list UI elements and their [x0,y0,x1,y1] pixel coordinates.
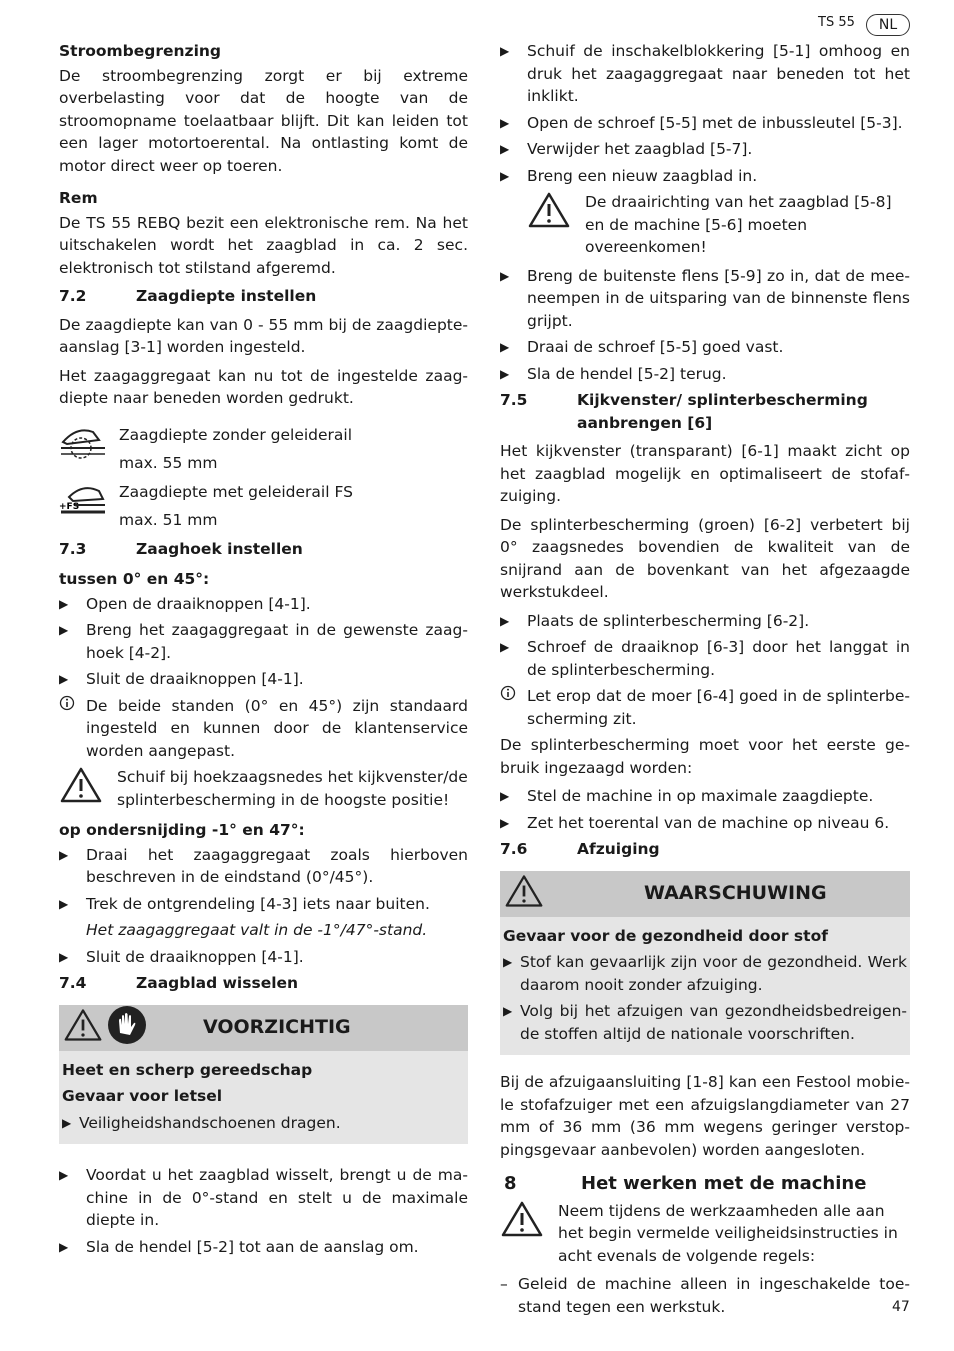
left-column [59,40,468,1262]
onder-heading: op ondersnijding -1° en 47°: [59,821,305,839]
warning-triangle-icon [59,766,117,811]
list-item: ▶ Breng het zaagaggregaat in de gewenste zaaghoek [4-2]. [59,621,468,662]
svg-text:+FS: +FS [59,501,80,512]
depth-with-rail [59,481,468,532]
caution-title: VOORZICHTIG [203,1016,351,1039]
section-7-4: 7.4 Zaagblad wisselen [59,974,299,992]
list-item: ▶ Sluit de draaiknoppen [4-1]. [59,947,304,966]
caution-line-2: Gevaar voor letsel [62,1087,223,1105]
caution-box [59,1005,468,1145]
warning-triangle-icon [500,1200,558,1268]
warning-title: WAARSCHUWING [644,882,827,905]
s72-text-2: Het zaagaggregaat kan nu tot de ingestelde zaagdiepte naar beneden worden gedrukt. [59,366,468,407]
list-item: ▶ Trek de ontgrendeling [4-3] iets naar buiten. [59,894,430,913]
depth1-max: max. 55 mm [119,454,218,472]
s75-text-3: De splinterbescherming moet voor het eerste gebruik ingezaagd worden: [500,736,910,777]
section-8: 8 Het werken met de machine [504,1173,867,1194]
rem-text: De TS 55 REBQ bezit een elektronische rem. Na het uitschakelen wordt het zaagblad in ca. 2 sec. elektronisch tot stilstand afgeremd. [59,213,468,277]
info-note: Let erop dat de moer [6-4] goed in de splinterbescherming zit. [500,685,910,730]
list-item: ▶ Volg bij het afzuigen van gezondheidsbedreigende stoffen altijd de nationale voorschriften. [503,1002,907,1043]
list-item: ▶ Breng de buitenste flens [5-9] zo in, dat de meeneempen in de uitsparing van de binnenste flens grijpt. [500,266,910,330]
header-model: TS 55 [818,15,855,30]
list-item: ▶ Zet het toerental van de machine op niveau 6. [500,813,890,832]
depth-without-rail [59,424,468,475]
s76-text: Bij de afzuigaansluiting [1-8] kan een Festool mobiele stofafzuiger met een afzuigslangdiameter van 27 mm of 36 mm (36 mm wegens geringer verstoppingsgevaar aanbevolen) worden aangesloten. [500,1073,910,1159]
language-badge: NL [866,14,910,36]
list-item: ▶ Draai het zaagaggregaat zoals hierboven beschreven in de eindstand (0°/45°). [59,845,468,886]
warning-triangle-icon [527,191,585,259]
section-7-3: 7.3 Zaaghoek instellen [59,539,303,558]
warning-triangle-icon [63,1007,103,1049]
list-item: ▶ Breng een nieuw zaagblad in. [500,166,758,185]
warning-box [500,871,910,1056]
warning-note: De draairichting van het zaagblad [5-8] en de machine [5-6] moeten overeenkomen! [500,191,910,259]
list-item: ▶ Sluit de draaiknoppen [4-1]. [59,670,304,688]
section-7-5: 7.5 Kijkvenster/ splinterbescherming aanbrengen [6] [500,391,868,432]
tussen-heading: tussen 0° en 45°: [59,570,210,588]
saw-icon [59,424,119,471]
s75-text-2: De splinterbescherming (groen) [6-2] verbetert bij 0° zaagsnedes bovendien de kwaliteit van de snijrand aan de bovenkant van het afgezaagde werkstukdeel. [500,515,910,601]
list-item: – Geleid de machine alleen in ingeschakelde toestand tegen een werkstuk. [500,1275,910,1316]
depth1-label: Zaagdiepte zonder geleiderail [119,425,353,444]
stroom-heading: Stroombegrenzing [59,42,222,60]
caution-line-1: Heet en scherp gereedschap [62,1060,313,1079]
saw-rail-icon [59,481,119,528]
depth2-max: max. 51 mm [119,511,218,529]
depth2-label: Zaagdiepte met geleiderail FS [119,482,353,501]
s75-text-1: Het kijkvenster (transparant) [6-1] maakt zicht op het zaagblad mogelijk en optimaliseert de stofafzuiging. [500,442,910,505]
info-note: De beide standen (0° en 45°) zijn standaard ingesteld en kunnen door de klantenservice worden aangepast. [59,695,468,763]
result-note: Het zaagaggregaat valt in de -1°/47°-stand. [86,921,428,939]
section-7-2: 7.2 Zaagdiepte instellen [59,287,317,305]
list-item: ▶ Open de draaiknoppen [4-1]. [59,594,311,613]
info-icon [500,685,527,730]
warning-note: Schuif bij hoekzaagsnedes het kijkvenster/de splinterbescherming in de hoogste positie! [59,766,468,811]
page-number: 47 [892,1299,910,1315]
list-item: ▶ Veiligheidshandschoenen dragen. [62,1113,341,1132]
list-item: ▶ Open de schroef [5-5] met de inbussleutel [5-3]. [500,113,903,132]
list-item: ▶ Stel de machine in op maximale zaagdiepte. [500,787,874,805]
list-item: ▶ Stof kan gevaarlijk zijn voor de gezondheid. Werk daarom nooit zonder afzuiging. [503,953,907,994]
list-item: ▶ Draai de schroef [5-5] goed vast. [500,338,784,356]
section-7-6: 7.6 Afzuiging [500,840,660,858]
right-column [500,40,910,1318]
list-item: ▶ Schroef de draaiknop [6-3] door het langgat in de splinterbescherming. [500,638,910,679]
warning-triangle-icon [504,873,544,915]
warning-note: Neem tijdens de werkzaamheden alle aan het begin vermelde veiligheidsinstructies in acht evenals de volgende regels: [500,1200,910,1268]
warning-heading: Gevaar voor de gezondheid door stof [503,926,828,945]
info-icon [59,695,86,763]
list-item: ▶ Voordat u het zaagblad wisselt, brengt u de machine in de 0°-stand en stelt u de maximale diepte in. [59,1166,468,1229]
s72-text-1: De zaagdiepte kan van 0 - 55 mm bij de zaagdiepteaanslag [3-1] worden ingesteld. [59,315,468,356]
rem-heading: Rem [59,189,98,207]
list-item: ▶ Sla de hendel [5-2] tot aan de aanslag om. [59,1237,419,1256]
list-item: ▶ Schuif de inschakelblokkering [5-1] omhoog en druk het zaagaggregaat naar beneden tot het inklikt. [500,42,910,105]
stroom-text: De stroombegrenzing zorgt er bij extreme overbelasting voor dat de hoogte van de stroomopname toelaatbaar blijft. Dit kan leiden tot een lager motortoerental. Na ontlasting komt de motor direct weer op toeren. [59,66,468,175]
list-item: ▶ Plaats de splinterbescherming [6-2]. [500,611,810,630]
gloves-icon [107,1005,147,1051]
list-item: ▶ Sla de hendel [5-2] terug. [500,364,727,383]
list-item: ▶ Verwijder het zaagblad [5-7]. [500,140,753,158]
